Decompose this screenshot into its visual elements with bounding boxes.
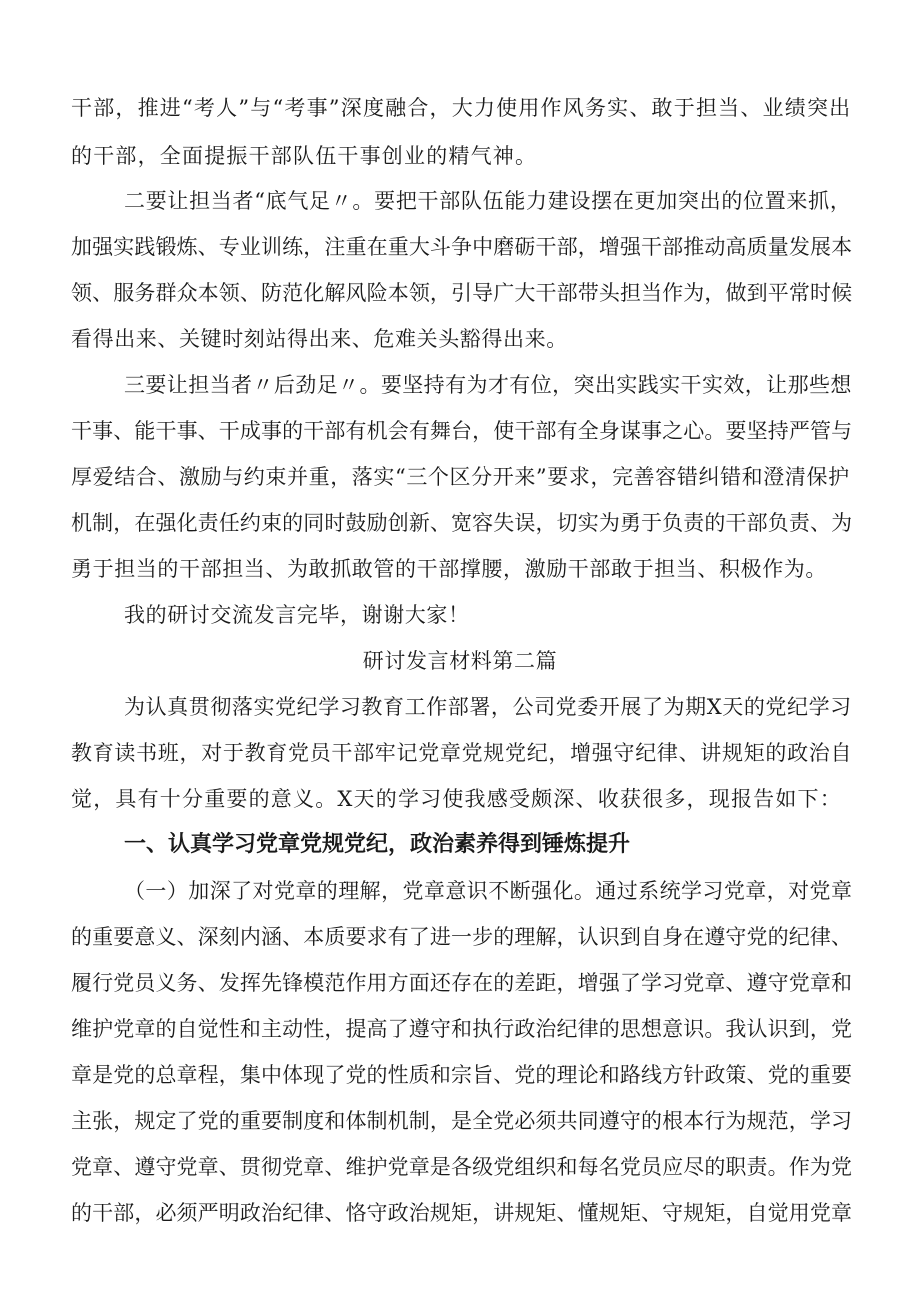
text-line: 加强实践锻炼、专业训练，注重在重大斗争中磨砺干部，增强干部推动高质量发展本 (71, 235, 853, 259)
text-line: 章是党的总章程，集中体现了党的性质和宗旨、党的理论和路线方针政策、党的重要 (71, 1063, 853, 1087)
text-line: 履行党员义务、发挥先锋模范作用方面还存在的差距，增强了学习党章、遵守党章和 (71, 971, 853, 995)
text-line: 厚爱结合、激励与约束并重，落实“三个区分开来”要求，完善容错纠错和澄清保护 (71, 465, 850, 489)
text-line: 看得出来、关键时刻站得出来、危难关头豁得出来。 (71, 327, 568, 351)
text-line: （一）加深了对党章的理解，党章意识不断强化。通过系统学习党章，对党章 (124, 879, 853, 903)
text-line: 干部，推进“考人”与“考事”深度融合，大力使用作风务实、敢于担当、业绩突出 (71, 96, 852, 120)
text-line: 机制，在强化责任约束的同时鼓励创新、宽容失误，切实为勇于负责的干部负责、为 (71, 511, 853, 535)
text-line: 的重要意义、深刻内涵、本质要求有了进一步的理解，认识到自身在遵守党的纪律、 (71, 925, 853, 949)
text-line: 主张，规定了党的重要制度和体制机制，是全党必须共同遵守的根本行为规范，学习 (71, 1109, 853, 1133)
text-line: 教育读书班，对于教育党员干部牢记党章党规党纪，增强守纪律、讲规矩的政治自 (71, 741, 853, 765)
text-line: 的干部，必须严明政治纪律、恪守政治规矩，讲规矩、懂规矩、守规矩，自觉用党章 (71, 1201, 853, 1225)
text-line: 三要让担当者〃后劲足〃。要坚持有为才有位，突出实践实干实效，让那些想 (124, 373, 852, 397)
section-heading: 一、认真学习党章党规党纪，政治素养得到锤炼提升 (124, 832, 631, 857)
text-line: 为认真贯彻落实党纪学习教育工作部署，公司党委开展了为期X天的党纪学习 (124, 695, 852, 719)
text-line: 的干部，全面提振干部队伍干事创业的精气神。 (71, 144, 538, 168)
text-line: 勇于担当的干部担当、为敢抓敢管的干部撑腰，激励干部敢于担当、积极作为。 (71, 557, 827, 581)
text-line: 领、服务群众本领、防范化解风险本领，引导广大干部带头担当作为，做到平常时候 (71, 281, 853, 305)
text-line: 我的研讨交流发言完毕，谢谢大家！ (124, 603, 470, 627)
text-line: 党章、遵守党章、贯彻党章、维护党章是各级党组织和每名党员应尽的职责。作为党 (71, 1155, 853, 1179)
text-line: 维护党章的自觉性和主动性，提高了遵守和执行政治纪律的思想意识。我认识到，党 (71, 1017, 853, 1041)
text-line: 二要让担当者“底气足〃。要把干部队伍能力建设摆在更加突出的位置来抓， (124, 189, 852, 213)
text-line: 干事、能干事、干成事的干部有机会有舞台，使干部有全身谋事之心。要坚持严管与 (71, 419, 853, 443)
text-line: 觉，具有十分重要的意义。X天的学习使我感受颇深、收获很多，现报告如下： (71, 787, 842, 811)
section-title: 研讨发言材料第二篇 (362, 649, 558, 673)
